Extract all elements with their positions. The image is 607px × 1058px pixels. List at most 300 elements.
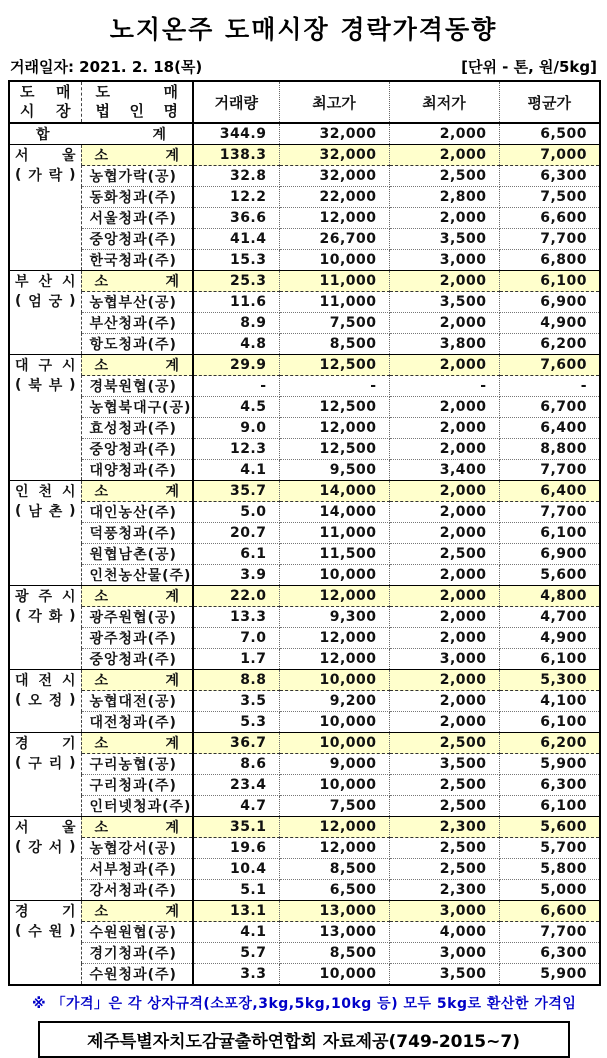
label-char: 구 [28,756,42,772]
label-char: 소 [94,820,109,836]
page-title: 노지온주 도매시장 경락가격동향 [109,15,498,44]
label-char: 대 [15,673,29,689]
market-cell [9,733,81,817]
corp-name: 한국청과(주) [81,250,193,271]
corp-value: 2,500 [389,838,499,859]
corp-value: 12,000 [279,649,389,670]
subtotal-label [81,733,193,754]
subtotal-value: 35.7 [193,481,279,502]
corp-name: 대인농산(주) [81,502,193,523]
market-name [10,481,81,501]
header-volume: 거래량 [193,81,279,123]
header-corp-line2 [82,102,193,121]
market-name [10,271,81,291]
corp-name: 농협강서(공) [81,838,193,859]
corp-value: 2,000 [389,565,499,586]
label-char: 합 [36,127,50,143]
subtotal-value: 13,000 [279,901,389,922]
label-char: 소 [94,358,109,374]
corp-row [9,292,600,313]
total-value: 344.9 [193,123,279,145]
label-char: 울 [61,148,76,164]
label-char: 수 [28,924,42,940]
trade-date-label: 거래일자: 2021. 2. 18(목) [10,58,203,76]
label-char: ( [15,923,22,939]
subtotal-label [81,355,193,376]
header-avg: 평균가 [499,81,600,123]
label-char: 기 [61,904,76,920]
corp-row [9,208,600,229]
corp-value: 3,500 [389,229,499,250]
label-char: 인 [15,484,29,500]
label-char: 매 [163,83,178,101]
label-char: 소 [94,484,109,500]
corp-row [9,397,600,418]
corp-row [9,502,600,523]
label-char: 계 [165,358,179,374]
corp-value: 5,800 [499,859,600,880]
subtotal-label-text [82,817,193,837]
meta-row [8,56,599,80]
corp-value: 11,000 [279,523,389,544]
corp-value: 3,500 [389,292,499,313]
corp-row [9,250,600,271]
corp-row [9,628,600,649]
corp-row [9,439,600,460]
subtotal-label [81,586,193,607]
corp-name: 광주청과(주) [81,628,193,649]
corp-value: 3.5 [193,691,279,712]
corp-value: 6,100 [499,649,600,670]
corp-value: 4,700 [499,607,600,628]
label-char: ) [69,503,76,519]
subtotal-value: 138.3 [193,145,279,166]
corp-value: 2,000 [389,628,499,649]
corp-value: 9,000 [279,754,389,775]
corp-value: 36.6 [193,208,279,229]
label-char: 가 [28,168,42,184]
table-header [9,81,600,123]
corp-value: 32.8 [193,166,279,187]
corp-row [9,313,600,334]
corp-value: 2,000 [389,397,499,418]
corp-name: 중앙청과(주) [81,439,193,460]
subtotal-value: 6,100 [499,271,600,292]
corp-value: 8.9 [193,313,279,334]
corp-row [9,565,600,586]
corp-name: 구리청과(주) [81,775,193,796]
corp-value: 3,500 [389,964,499,986]
corp-row [9,775,600,796]
market-cell [9,670,81,733]
market-cell [9,817,81,901]
label-char: 계 [152,127,166,143]
subtotal-label [81,271,193,292]
corp-value: 5.1 [193,880,279,901]
price-footnote: ※ 「가격」은 각 상자규격(소포장,3kg,5kg,10kg 등) 모두 5kg로 환산한 가격임 [32,996,577,1012]
total-value: 32,000 [279,123,389,145]
header-low: 최저가 [389,81,499,123]
corp-value: 10,000 [279,964,389,986]
label-char: 계 [165,148,179,164]
label-char: 경 [15,736,29,752]
label-char: ( [15,755,22,771]
corp-value: 8.6 [193,754,279,775]
label-char: 산 [38,274,53,290]
label-char: 소 [94,274,109,290]
subtotal-value: 12,000 [279,586,389,607]
corp-row [9,187,600,208]
corp-value: 2,000 [389,439,499,460]
corp-row [9,649,600,670]
label-char: 서 [15,148,29,164]
corp-value: - [279,376,389,397]
market-name [10,586,81,606]
corp-value: 5.3 [193,712,279,733]
corp-value: 2,500 [389,796,499,817]
corp-row [9,796,600,817]
corp-row [9,859,600,880]
corp-value: 10.4 [193,859,279,880]
subtotal-label-text [82,355,193,375]
corp-value: 8,500 [279,859,389,880]
label-char: 부 [48,378,63,394]
subtotal-value: 12,500 [279,355,389,376]
label-char: 대 [15,358,29,374]
corp-value: 5,700 [499,838,600,859]
corp-name: 농협부산(공) [81,292,193,313]
corp-row [9,460,600,481]
subtotal-label [81,670,193,691]
corp-name: 서울청과(주) [81,208,193,229]
subtotal-label [81,817,193,838]
corp-value: 6,400 [499,418,600,439]
corp-name: 농협대전(공) [81,691,193,712]
label-char: 궁 [48,294,63,310]
corp-name: 수원원협(공) [81,922,193,943]
header-market [9,81,81,123]
total-label [9,123,193,145]
corp-value: 9,500 [279,460,389,481]
corp-row [9,754,600,775]
corp-value: 41.4 [193,229,279,250]
corp-value: 22,000 [279,187,389,208]
label-char: 북 [28,378,42,394]
corp-value: 7,500 [279,313,389,334]
label-char: 정 [48,693,63,709]
label-char: 서 [48,840,63,856]
corp-row [9,418,600,439]
label-char: 계 [165,736,179,752]
corp-value: 20.7 [193,523,279,544]
header-row [9,81,600,123]
corp-name: 강서청과(주) [81,880,193,901]
corp-value: 6,900 [499,292,600,313]
corp-value: 12,000 [279,418,389,439]
market-cell [9,901,81,986]
corp-value: 3,800 [389,334,499,355]
label-char: 인 [129,102,144,120]
corp-value: 5,000 [499,880,600,901]
corp-value: 8,800 [499,439,600,460]
corp-value: 5.7 [193,943,279,964]
label-char: 구 [38,358,53,374]
corp-row [9,691,600,712]
unit-label: [단위 - 톤, 원/5kg] [461,58,597,76]
corp-value: 2,000 [389,313,499,334]
corp-row [9,943,600,964]
subtotal-row [9,586,600,607]
corp-value: 7,500 [279,796,389,817]
subtotal-value: 2,500 [389,733,499,754]
label-char: ( [15,293,22,309]
label-char: 소 [94,673,109,689]
corp-value: 4,900 [499,313,600,334]
corp-value: 7.0 [193,628,279,649]
corp-row [9,523,600,544]
corp-value: 6,300 [499,775,600,796]
label-char: 부 [15,274,29,290]
corp-value: 6,500 [279,880,389,901]
label-char: 계 [165,673,179,689]
subtotal-value: 6,600 [499,901,600,922]
subtotal-label-text [82,901,193,921]
label-char: 소 [94,904,109,920]
corp-value: 10,000 [279,712,389,733]
label-char: 리 [48,756,63,772]
subtotal-value: 22.0 [193,586,279,607]
corp-value: 4,900 [499,628,600,649]
market-cell [9,271,81,355]
corp-value: 8,500 [279,334,389,355]
corp-value: 3,500 [389,754,499,775]
label-char: 명 [163,102,178,120]
label-char: 도 [95,83,110,101]
corp-row [9,166,600,187]
subtotal-label [81,481,193,502]
corp-name: 덕풍청과(주) [81,523,193,544]
label-char: ) [69,923,76,939]
label-char: 계 [165,904,179,920]
price-table-body [9,123,600,985]
corp-row [9,838,600,859]
corp-name: 농협가락(공) [81,166,193,187]
corp-value: 10,000 [279,565,389,586]
corp-value: 2,800 [389,187,499,208]
subtotal-value: 14,000 [279,481,389,502]
subtotal-value: 32,000 [279,145,389,166]
total-value: 6,500 [499,123,600,145]
label-char: ) [69,377,76,393]
subtotal-value: 7,600 [499,355,600,376]
label-char: ) [69,293,76,309]
label-char: 기 [61,736,76,752]
subtotal-value: 36.7 [193,733,279,754]
corp-value: 12,000 [279,628,389,649]
corp-value: - [193,376,279,397]
subtotal-value: 13.1 [193,901,279,922]
corp-value: 2,500 [389,859,499,880]
market-branch [10,501,81,521]
corp-value: 5,900 [499,754,600,775]
total-value: 2,000 [389,123,499,145]
label-char: 남 [28,504,42,520]
corp-name: 경기청과(주) [81,943,193,964]
corp-row [9,229,600,250]
corp-value: 4.1 [193,922,279,943]
label-char: 오 [28,693,42,709]
corp-row [9,544,600,565]
label-char: 소 [94,148,109,164]
subtotal-value: 5,600 [499,817,600,838]
corp-value: 6,300 [499,166,600,187]
corp-value: 6,700 [499,397,600,418]
subtotal-value: 12,000 [279,817,389,838]
subtotal-value: 29.9 [193,355,279,376]
label-char: ) [69,692,76,708]
label-char: 서 [15,820,29,836]
corp-value: 7,700 [499,460,600,481]
corp-value: 4.5 [193,397,279,418]
market-branch [10,291,81,311]
label-char: 시 [61,673,76,689]
label-char: 시 [61,589,76,605]
corp-value: 6,900 [499,544,600,565]
label-char: 소 [94,736,109,752]
label-char: 장 [56,102,71,120]
corp-value: 23.4 [193,775,279,796]
label-char: ) [69,167,76,183]
corp-name: 대전청과(주) [81,712,193,733]
corp-value: 1.7 [193,649,279,670]
corp-value: 3,000 [389,943,499,964]
corp-value: 6,200 [499,334,600,355]
corp-value: - [389,376,499,397]
label-char: 계 [165,820,179,836]
market-cell [9,145,81,271]
corp-name: 원협남촌(공) [81,544,193,565]
subtotal-label-text [82,733,193,753]
market-name [10,670,81,690]
label-char: ( [15,503,22,519]
subtotal-value: 2,000 [389,145,499,166]
corp-value: 9,300 [279,607,389,628]
subtotal-value: 7,000 [499,145,600,166]
label-char: ( [15,692,22,708]
corp-value: 13,000 [279,922,389,943]
subtotal-row [9,481,600,502]
corp-row [9,712,600,733]
corp-value: 19.6 [193,838,279,859]
label-char: 원 [48,924,63,940]
corp-value: 11.6 [193,292,279,313]
corp-value: 2,300 [389,880,499,901]
label-char: 주 [38,589,53,605]
label-char: 계 [165,589,179,605]
label-char: ( [15,377,22,393]
subtotal-value: 4,800 [499,586,600,607]
corp-value: 6,100 [499,712,600,733]
corp-name: 구리농협(공) [81,754,193,775]
corp-row [9,922,600,943]
provider-box [38,1021,570,1058]
corp-value: 13.3 [193,607,279,628]
subtotal-value: 2,000 [389,586,499,607]
label-char: 경 [15,904,29,920]
corp-value: 4.1 [193,460,279,481]
corp-value: 4,100 [499,691,600,712]
subtotal-value: 2,000 [389,481,499,502]
corp-row [9,334,600,355]
corp-value: 3,000 [389,649,499,670]
subtotal-value: 5,300 [499,670,600,691]
subtotal-row [9,145,600,166]
subtotal-value: 10,000 [279,733,389,754]
label-char: 광 [15,589,29,605]
label-char: 화 [48,609,63,625]
header-corporation [81,81,193,123]
label-char: ( [15,167,22,183]
subtotal-label [81,901,193,922]
corp-value: 5,600 [499,565,600,586]
corp-value: 2,000 [389,208,499,229]
market-name [10,817,81,837]
price-table [8,80,601,986]
corp-name: 부산청과(주) [81,313,193,334]
subtotal-value: 11,000 [279,271,389,292]
corp-row [9,880,600,901]
corp-value: 7,700 [499,922,600,943]
header-market-line2 [10,102,81,121]
corp-name: 효성청과(주) [81,418,193,439]
subtotal-value: 2,300 [389,817,499,838]
label-char: ( [15,839,22,855]
corp-value: 15.3 [193,250,279,271]
subtotal-row [9,355,600,376]
corp-value: 4.8 [193,334,279,355]
corp-name: 인천농산물(주) [81,565,193,586]
corp-value: 3.3 [193,964,279,986]
header-corp-line1 [82,83,193,102]
label-char: 촌 [48,504,63,520]
corp-value: - [499,376,600,397]
label-char: 소 [94,589,109,605]
corp-row [9,376,600,397]
corp-value: 10,000 [279,250,389,271]
provider-text: 제주특별자치도감귤출하연합회 자료제공(749-2015~7) [87,1032,520,1052]
subtotal-label-text [82,271,193,291]
market-cell [9,481,81,586]
label-char: 시 [61,484,76,500]
label-char: ( [15,608,22,624]
subtotal-value: 25.3 [193,271,279,292]
subtotal-row [9,733,600,754]
subtotal-label [81,145,193,166]
subtotal-value: 10,000 [279,670,389,691]
label-char: 시 [20,102,35,120]
corp-value: 9,200 [279,691,389,712]
corp-name: 경북원협(공) [81,376,193,397]
corp-value: 6,800 [499,250,600,271]
market-branch [10,165,81,185]
subtotal-value: 6,200 [499,733,600,754]
corp-value: 3,400 [389,460,499,481]
corp-row [9,964,600,986]
subtotal-row [9,670,600,691]
corp-value: 6,600 [499,208,600,229]
corp-value: 32,000 [279,166,389,187]
corp-value: 26,700 [279,229,389,250]
